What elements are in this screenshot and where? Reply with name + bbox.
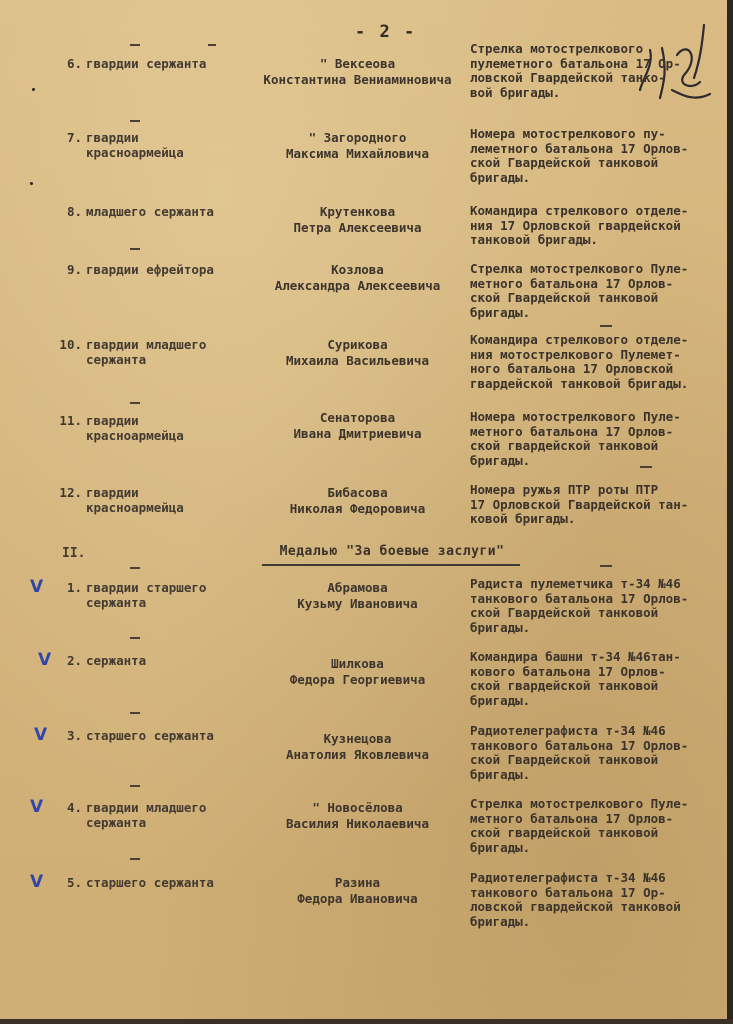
entry-number: 8.: [66, 204, 82, 219]
checkmark: V: [38, 650, 52, 670]
entry-position: Номера мотострелкового пу- леметного батальона 17 Орлов- ской Гвардейской танковой бригады.: [470, 126, 689, 185]
entry-number: 3.: [66, 728, 82, 743]
entry-position: Радиотелеграфиста т-34 №46 танкового батальона 17 Ор- ловской гвардейской танковой бригады.: [470, 870, 681, 929]
entry-rank: старшего сержанта: [86, 728, 214, 743]
entry-number: 5.: [66, 875, 82, 890]
entry-position: Командира башни т-34 №46тан- кового батальона 17 Орлов- ской гвардейской танковой бригады.: [470, 649, 681, 708]
section-underline: [262, 564, 520, 566]
entry-position: Радиотелеграфиста т-34 №46 танкового батальона 17 Орлов- ской Гвардейской танковой бригады.: [470, 723, 689, 782]
typewriter-mark: [600, 565, 612, 567]
entry-position: Радиста пулеметчика т-34 №46 танкового батальона 17 Орлов- ской Гвардейской танковой бригады.: [470, 576, 689, 635]
entry-number: 1.: [66, 580, 82, 595]
checkmark: V: [34, 725, 48, 745]
entry-name: Сурикова Михаила Васильевича: [286, 337, 429, 368]
typewriter-mark: [130, 567, 140, 569]
entry-rank: гвардии младшего сержанта: [86, 800, 207, 830]
entry-name: Разина Федора Ивановича: [297, 875, 418, 906]
entry-rank: старшего сержанта: [86, 875, 214, 890]
entry-position: Номера ружья ПТР роты ПТР 17 Орловской Гвардейской тан- ковой бригады.: [470, 482, 689, 526]
typewriter-mark: [208, 44, 216, 46]
entry-name: Шилкова Федора Георгиевича: [289, 656, 426, 687]
entry-rank: младшего сержанта: [86, 204, 214, 219]
typewriter-mark: [600, 325, 612, 327]
entry-position: Командира стрелкового отделе- ния 17 Орловской гвардейской танковой бригады.: [470, 203, 689, 247]
entry-rank: гвардии старшего сержанта: [86, 580, 207, 610]
entry-rank: гвардии младшего сержанта: [86, 337, 207, 367]
typewriter-mark: [640, 466, 652, 468]
entry-name: Козлова Александра Алексеевича: [274, 262, 441, 293]
checkmark: V: [30, 577, 44, 597]
entry-number: 2.: [66, 653, 82, 668]
entry-position: Номера мотострелкового Пуле- метного батальона 17 Орлов- ской гвардейской танковой бригады.: [470, 409, 681, 468]
entry-number: 6.: [66, 56, 82, 71]
typewriter-mark: [130, 402, 140, 404]
typewriter-mark: [130, 248, 140, 250]
entry-name: Крутенкова Петра Алексеевича: [293, 204, 422, 235]
section-title: Медалью "За боевые заслуги": [279, 544, 505, 559]
entry-position: Стрелка мотострелкового Пуле- метного батальона 17 Орлов- ской гвардейской танковой бригады.: [470, 796, 689, 855]
entry-position: Стрелка мотострелкового пулеметного батальона 17 Ор- ловской Гвардейской танко- вой бригады.: [470, 41, 681, 100]
entry-rank: гвардии красноармейца: [86, 485, 184, 515]
typewriter-mark: [130, 712, 140, 714]
entry-position: Командира стрелкового отделе- ния мотострелкового Пулемет- ного батальона 17 Орловской гвардейской танковой бригады.: [470, 332, 689, 391]
entry-name: Кузнецова Анатолия Яковлевича: [286, 731, 429, 762]
entry-rank: гвардии красноармейца: [86, 130, 184, 160]
entry-name: Абрамова Кузьму Ивановича: [297, 580, 418, 611]
checkmark: V: [30, 797, 44, 817]
page-edge-bottom: [0, 1019, 733, 1024]
page-number: - 2 -: [355, 22, 417, 42]
entry-name: Бибасова Николая Федоровича: [289, 485, 426, 516]
typewriter-mark: [130, 120, 140, 122]
entry-number: 11.: [59, 413, 82, 428]
entry-number: 12.: [59, 485, 82, 500]
typewriter-mark: [130, 858, 140, 860]
typewriter-mark: [130, 637, 140, 639]
entry-position: Стрелка мотострелкового Пуле- метного батальона 17 Орлов- ской Гвардейской танковой бригады.: [470, 261, 689, 320]
typewriter-mark: [130, 44, 140, 46]
entry-rank: гвардии красноармейца: [86, 413, 184, 443]
entry-number: 10.: [59, 337, 82, 352]
entry-name: " Вексеова Константина Вениаминовича: [263, 56, 452, 87]
paper-speck: [32, 88, 35, 91]
entry-rank: гвардии сержанта: [86, 56, 207, 71]
entry-number: 7.: [66, 130, 82, 145]
entry-rank: гвардии ефрейтора: [86, 262, 214, 277]
page-edge-right: [727, 0, 733, 1024]
checkmark: V: [30, 872, 44, 892]
entry-number: 4.: [66, 800, 82, 815]
entry-name: " Загородного Максима Михайловича: [286, 130, 429, 161]
entry-name: " Новосёлова Василия Николаевича: [286, 800, 429, 831]
entry-number: 9.: [66, 262, 82, 277]
entry-name: Сенаторова Ивана Дмитриевича: [293, 410, 422, 441]
typewriter-mark: [130, 785, 140, 787]
entry-rank: сержанта: [86, 653, 147, 668]
section-number: II.: [62, 546, 86, 561]
paper-speck: [30, 182, 33, 185]
